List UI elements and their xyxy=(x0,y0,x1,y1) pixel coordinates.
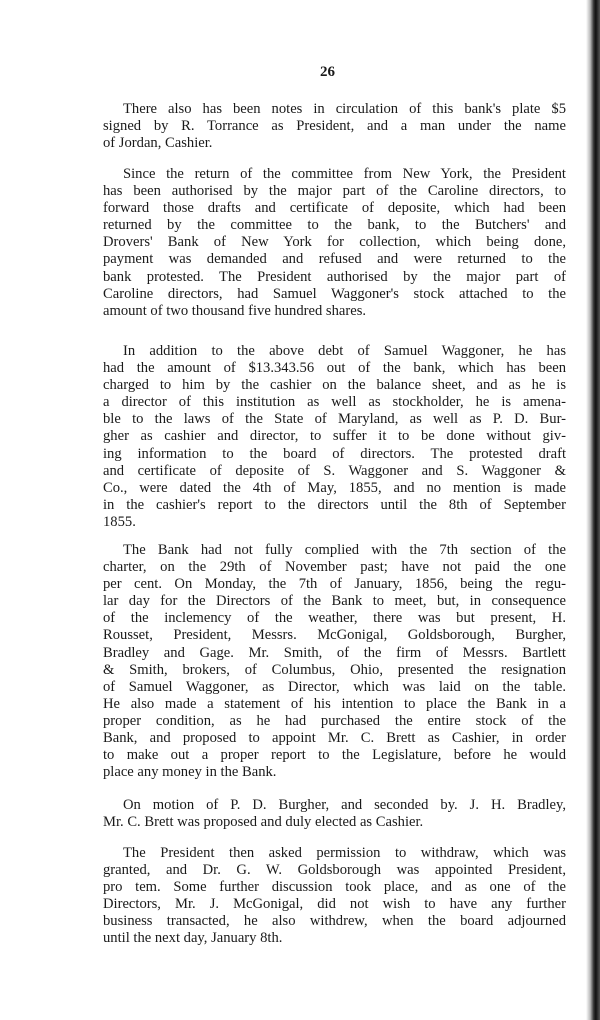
text-line: Bradley and Gage. Mr. Smith, of the firm of Messrs. Bartlett xyxy=(103,644,566,661)
text-line: Caroline directors, had Samuel Waggoner's stock attached to the xyxy=(103,285,566,302)
paragraph xyxy=(103,101,566,152)
text-line: a director of this institution as well as stockholder, he is amena- xyxy=(103,394,566,411)
text-line: ble to the laws of the State of Maryland, as well as P. D. Bur- xyxy=(103,411,566,428)
text-line: place any money in the Bank. xyxy=(103,764,277,781)
page-number: 26 xyxy=(320,64,335,80)
text-line: charged to him by the cashier on the balance sheet, and as he is xyxy=(103,377,566,394)
text-line: Directors, Mr. J. McGonigal, did not wish to have any further xyxy=(103,896,566,913)
text-line: amount of two thousand five hundred shares. xyxy=(103,302,367,319)
text-line: Mr. C. Brett was proposed and duly elected as Cashier. xyxy=(103,814,424,831)
text-line: signed by R. Torrance as President, and a man under the name xyxy=(103,118,566,135)
text-line: of the inclemency of the weather, there was but present, H. xyxy=(103,610,566,627)
text-line: lar day for the Directors of the Bank to meet, but, in consequence xyxy=(103,593,566,610)
text-line: returned by the committee to the bank, to the Butchers' and xyxy=(103,217,566,234)
text-line: charter, on the 29th of November past; have not paid the one xyxy=(103,559,566,576)
text-line: to make out a proper report to the Legislature, before he would xyxy=(103,747,566,764)
text-line: pro tem. Some further discussion took place, and as one of the xyxy=(103,879,566,896)
text-line: Bank, and proposed to appoint Mr. C. Brett as Cashier, in order xyxy=(103,730,566,747)
text-line: business transacted, he also withdrew, when the board adjourned xyxy=(103,913,566,930)
text-line: ing information to the board of directors. The protested draft xyxy=(103,445,566,462)
text-line: 1855. xyxy=(103,513,136,530)
text-line: and certificate of deposite of S. Waggoner and S. Waggoner & xyxy=(103,462,566,479)
text-line: has been authorised by the major part of the Caroline directors, to xyxy=(103,183,566,200)
text-line: payment was demanded and refused and were returned to the xyxy=(103,251,566,268)
text-line: of Jordan, Cashier. xyxy=(103,135,213,152)
paragraph xyxy=(103,166,566,320)
text-line: The President then asked permission to withdraw, which was xyxy=(123,845,566,861)
text-line: had the amount of $13.343.56 out of the bank, which has been xyxy=(103,360,566,377)
text-line: until the next day, January 8th. xyxy=(103,930,283,947)
text-line: & Smith, brokers, of Columbus, Ohio, presented the resignation xyxy=(103,661,566,678)
scan-edge-shadow xyxy=(586,0,600,1020)
paragraph xyxy=(103,542,566,781)
text-line: Drovers' Bank of New York for collection, which being done, xyxy=(103,234,566,251)
paragraph xyxy=(103,845,566,948)
paragraph xyxy=(103,343,566,531)
text-line: In addition to the above debt of Samuel Waggoner, he has xyxy=(123,343,566,359)
text-line: The Bank had not fully complied with the 7th section of the xyxy=(123,542,566,558)
text-line: per cent. On Monday, the 7th of January, 1856, being the regu- xyxy=(103,576,566,593)
text-line: forward those drafts and certificate of deposite, which had been xyxy=(103,200,566,217)
text-line: On motion of P. D. Burgher, and seconded by. J. H. Bradley, xyxy=(123,797,566,813)
text-line: bank protested. The President authorised by the major part of xyxy=(103,268,566,285)
text-line: granted, and Dr. G. W. Goldsborough was appointed President, xyxy=(103,862,566,879)
text-line: of Samuel Waggoner, as Director, which was laid on the table. xyxy=(103,678,566,695)
text-line: Co., were dated the 4th of May, 1855, and no mention is made xyxy=(103,479,566,496)
text-line: Since the return of the committee from New York, the President xyxy=(123,166,566,182)
text-line: proper condition, as he had purchased the entire stock of the xyxy=(103,712,566,729)
text-line: There also has been notes in circulation of this bank's plate $5 xyxy=(123,101,566,117)
paragraph xyxy=(103,797,566,831)
text-line: gher as cashier and director, to suffer it to be done without giv- xyxy=(103,428,566,445)
text-line: Rousset, President, Messrs. McGonigal, Goldsborough, Burgher, xyxy=(103,627,566,644)
text-line: He also made a statement of his intention to place the Bank in a xyxy=(103,695,566,712)
text-line: in the cashier's report to the directors until the 8th of September xyxy=(103,496,566,513)
